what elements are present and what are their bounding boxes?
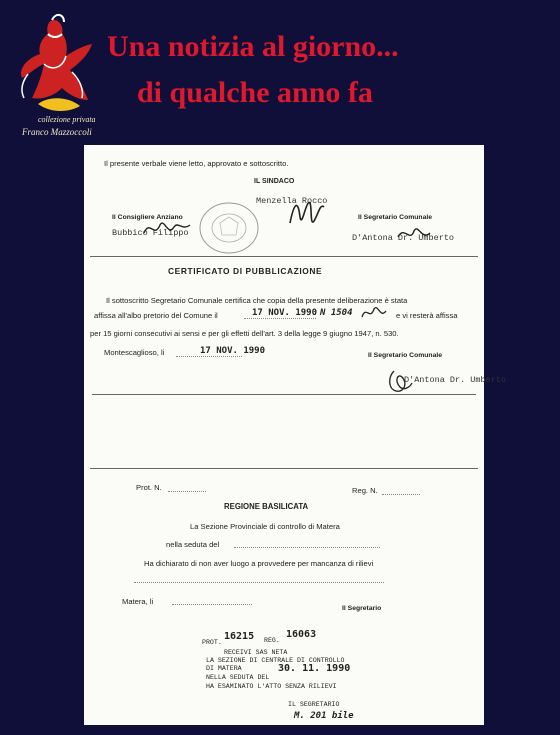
segretario-label: Il Segretario Comunale [358,214,433,221]
municipal-seal [196,199,262,257]
section-text: La Sezione Provinciale di controllo di Matera [190,522,340,531]
sindaco-name: Menzella Rocco [256,196,328,206]
matera-label: Matera, li [122,597,154,606]
headline-line-1: Una notizia al giorno... [107,30,399,63]
certificate-line-2a: affissa all'albo pretorio del Comune il [94,311,218,320]
segretario-label-2: Il Segretario Comunale [368,352,443,359]
segretario-signature-2 [384,367,414,395]
publication-date: 17 NOV. 1990 [252,308,318,318]
publication-number: N 1504 [320,308,353,318]
consigliere-label: Il Consigliere Anziano [112,214,183,221]
stamp-date: 30. 11. 1990 [278,663,351,674]
stamp-line-3: DI MATERA [206,665,242,672]
stamp-prot-number: 16215 [224,631,255,642]
certificate-line-2b: e vi resterà affissa [396,311,458,320]
stamp-line-1: RECEIVI SAS NETA [224,649,288,656]
headline-line-2: di qualche anno fa [137,76,373,109]
seduta-label: nella seduta del [166,540,220,549]
segretario-name: D'Antona Dr. Umberto [352,233,455,243]
segretario-signature [394,223,434,245]
region-title: REGIONE BASILICATA [224,502,309,511]
certificate-line-3: per 15 giorni consecutivi ai sensi e per gli effetti dell'art. 3 della legge 9 giugno 1947, n. 530. [90,329,399,338]
certificate-title: CERTIFICATO DI PUBBLICAZIONE [168,266,323,276]
approval-stamp [202,629,402,723]
stamp-signature: M. 201 bile [294,711,354,721]
stamp-prot-label: PROT. [202,639,222,646]
intro-text: Il presente verbale viene letto, approvato e sottoscritto. [104,159,289,168]
stamp-reg-label: REG. [264,637,280,644]
consigliere-signature [142,215,192,243]
il-segretario-label: Il Segretario [342,605,382,612]
stamp-line-5: HA ESAMINATO L'ATTO SENZA RILIEVI [206,683,337,690]
stamp-reg-number: 16063 [286,629,317,640]
dichiarato-text: Ha dichiarato di non aver luogo a provvedere per mancanza di rilievi [144,559,374,568]
stamp-line-2: LA SEZIONE DI CENTRALE DI CONTROLLO [206,657,345,664]
segretario-name-2: D'Antona Dr. Umberto [404,375,507,385]
place-date-label: Montescaglioso, li [104,348,165,357]
place-date: 17 NOV. 1990 [200,346,266,356]
cert-signature [360,303,388,323]
credit-collection: collezione privata [38,115,96,124]
stamp-line-4-label: NELLA SEDUTA DEL [206,674,270,681]
sindaco-signature [284,193,344,233]
stamp-segretario: IL SEGRETARIO [288,701,340,708]
certificate-line-1: Il sottoscritto Segretario Comunale certifica che copia della presente deliberazione è stata [106,296,408,305]
prot-label: Prot. N. [136,483,162,492]
document-page [84,145,507,725]
consigliere-name: Bubbico Filippo [112,228,189,238]
sindaco-label: IL SINDACO [254,178,295,185]
credit-owner: Franco Mazzoccoli [22,127,92,137]
reg-label: Reg. N. [352,486,378,495]
